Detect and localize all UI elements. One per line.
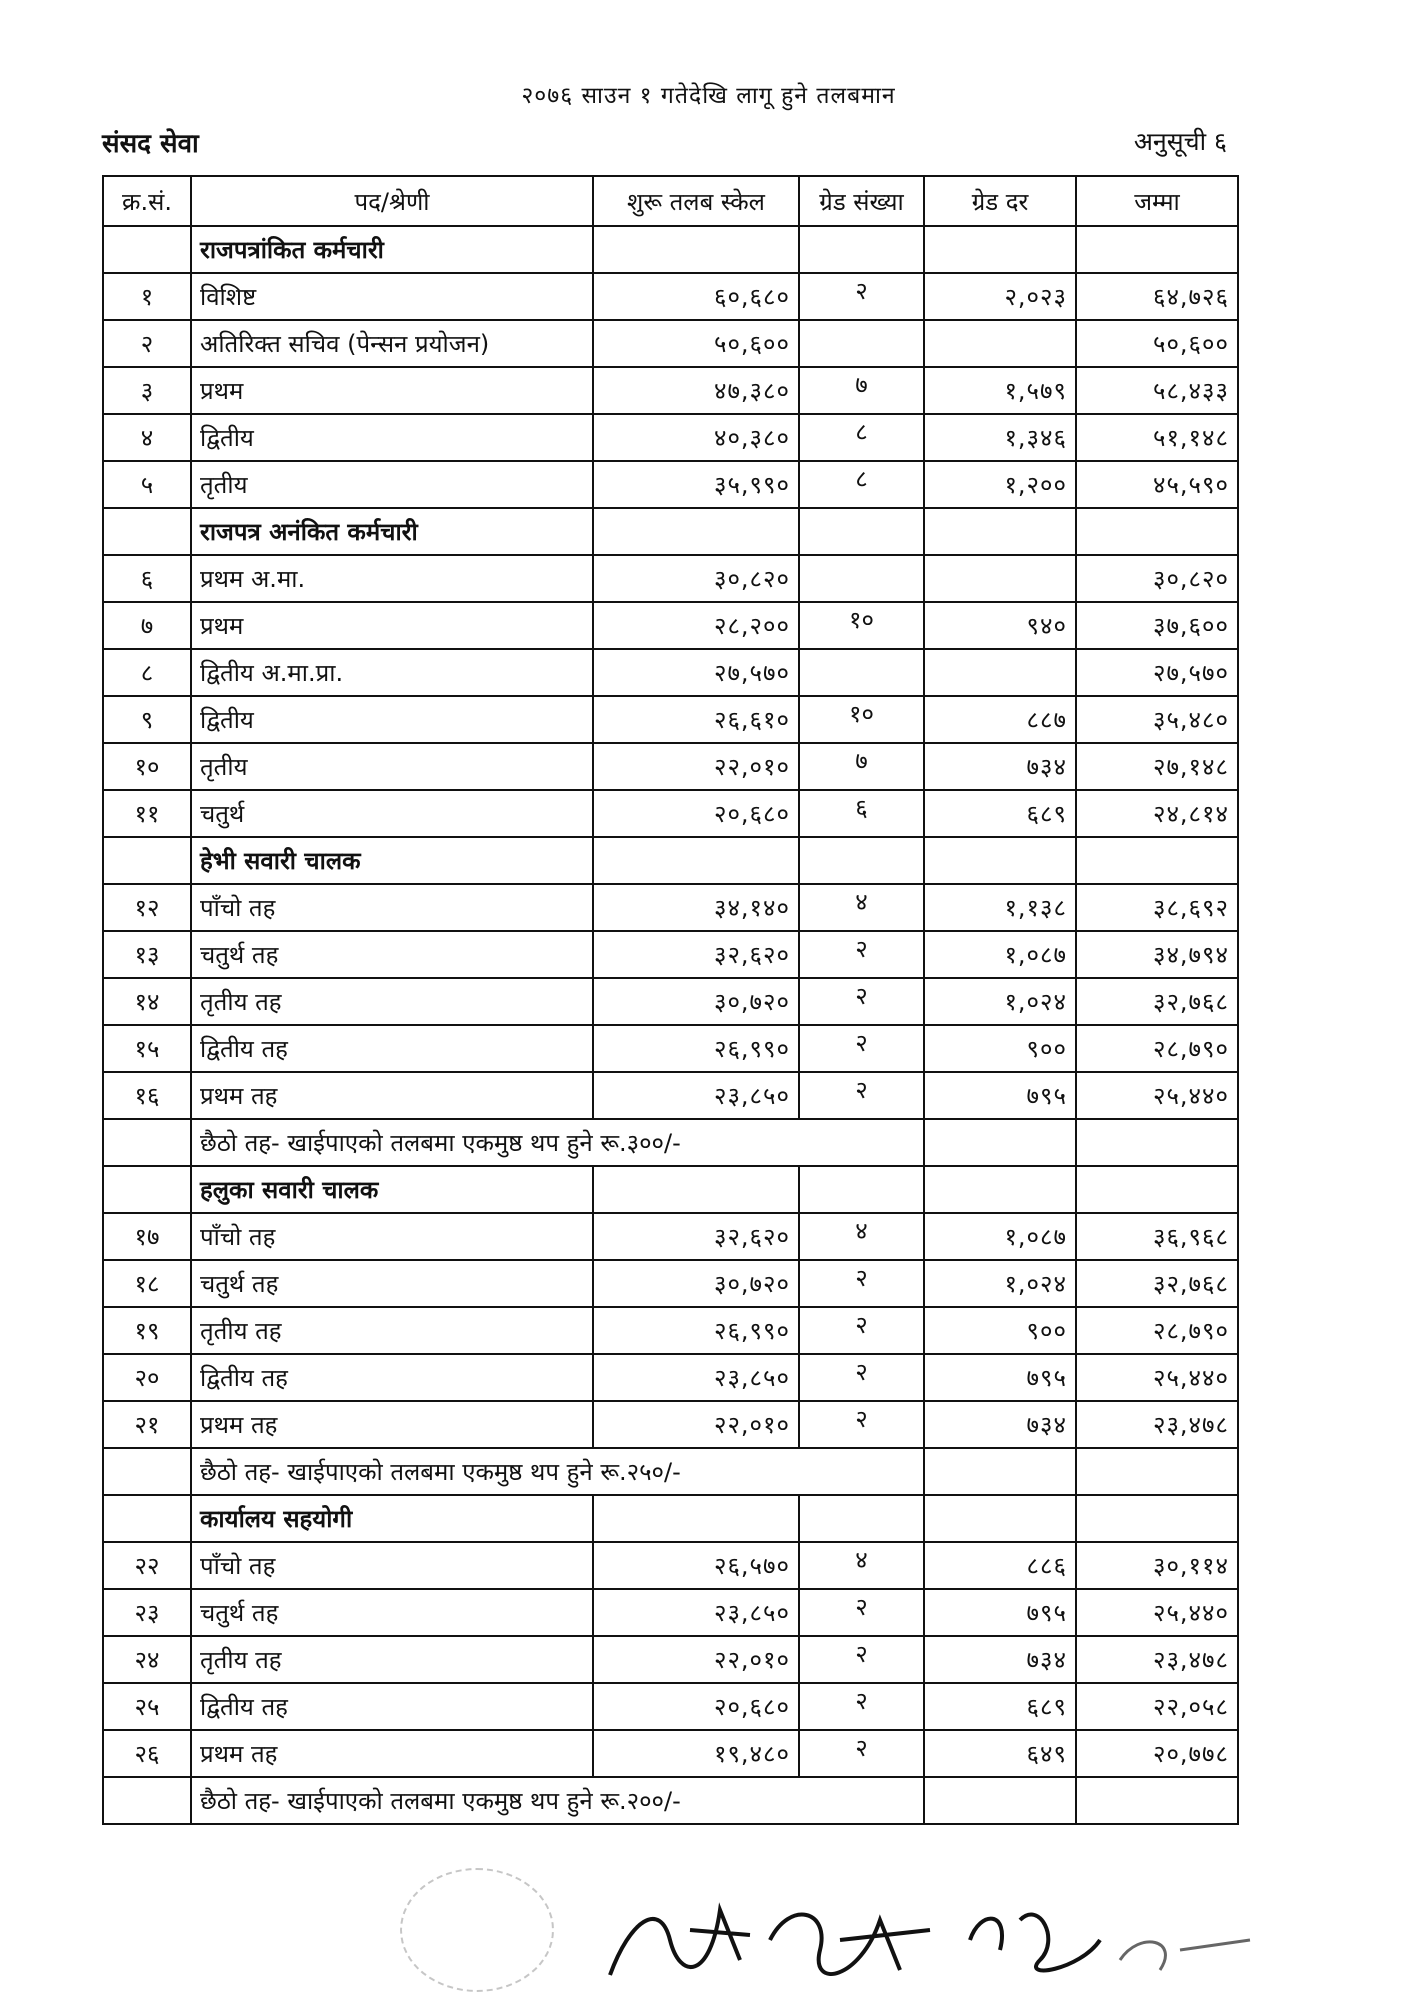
grade-rate: ६८९: [924, 790, 1076, 837]
section-title: हेभी सवारी चालक: [191, 837, 593, 884]
column-header-total: जम्मा: [1076, 176, 1238, 226]
grade-rate: ९४०: [924, 602, 1076, 649]
serial-number: ६: [103, 555, 191, 602]
empty-cell: [103, 508, 191, 555]
empty-cell: [1076, 1119, 1238, 1166]
total-amount: ३०,८२०: [1076, 555, 1238, 602]
table-body: [103, 226, 1238, 1824]
grade-rate: ७९५: [924, 1354, 1076, 1401]
grade-rate: ९००: [924, 1307, 1076, 1354]
post-name: चतुर्थ तह: [191, 1589, 593, 1636]
grade-rate: ७९५: [924, 1589, 1076, 1636]
table-row: [103, 1213, 1238, 1260]
serial-number: ३: [103, 367, 191, 414]
grade-rate: ६८९: [924, 1683, 1076, 1730]
post-name: तृतीय: [191, 743, 593, 790]
empty-cell: [924, 837, 1076, 884]
grade-count: ७: [799, 367, 924, 414]
total-amount: ६४,७२६: [1076, 273, 1238, 320]
table-row: [103, 273, 1238, 320]
empty-cell: [1076, 1495, 1238, 1542]
empty-cell: [1076, 508, 1238, 555]
table-header-row: [103, 176, 1238, 226]
post-name: पाँचो तह: [191, 884, 593, 931]
empty-cell: [593, 837, 799, 884]
section-title: कार्यालय सहयोगी: [191, 1495, 593, 1542]
empty-cell: [1076, 1448, 1238, 1495]
serial-number: ४: [103, 414, 191, 461]
empty-cell: [1076, 1777, 1238, 1824]
grade-rate: ८८७: [924, 696, 1076, 743]
table-row: [103, 1025, 1238, 1072]
grade-count: २: [799, 1025, 924, 1072]
grade-rate: ७९५: [924, 1072, 1076, 1119]
grade-count: ८: [799, 414, 924, 461]
total-amount: २८,७९०: [1076, 1025, 1238, 1072]
starting-scale: ३०,७२०: [593, 1260, 799, 1307]
post-name: द्वितीय: [191, 696, 593, 743]
grade-rate: १,५७९: [924, 367, 1076, 414]
empty-cell: [924, 1448, 1076, 1495]
total-amount: ५१,१४८: [1076, 414, 1238, 461]
note-row: [103, 1777, 1238, 1824]
table-row: [103, 884, 1238, 931]
serial-number: ५: [103, 461, 191, 508]
post-name: चतुर्थ तह: [191, 1260, 593, 1307]
total-amount: ३०,११४: [1076, 1542, 1238, 1589]
page-title: २०७६ साउन १ गतेदेखि लागू हुने तलबमान: [521, 83, 896, 109]
post-name: चतुर्थ तह: [191, 931, 593, 978]
column-header-grade-rate: ग्रेड दर: [924, 176, 1076, 226]
serial-number: ८: [103, 649, 191, 696]
starting-scale: ३४,१४०: [593, 884, 799, 931]
empty-cell: [1076, 1166, 1238, 1213]
serial-number: २२: [103, 1542, 191, 1589]
section-header-row: [103, 837, 1238, 884]
annex-label: अनुसूची ६: [1133, 127, 1227, 156]
serial-number: ७: [103, 602, 191, 649]
grade-count: २: [799, 1589, 924, 1636]
section-header-row: [103, 1166, 1238, 1213]
grade-count: २: [799, 1072, 924, 1119]
empty-cell: [593, 508, 799, 555]
total-amount: २५,४४०: [1076, 1072, 1238, 1119]
total-amount: २०,७७८: [1076, 1730, 1238, 1777]
starting-scale: २३,८५०: [593, 1354, 799, 1401]
starting-scale: २६,५७०: [593, 1542, 799, 1589]
empty-cell: [799, 1166, 924, 1213]
grade-count: २: [799, 1354, 924, 1401]
post-name: प्रथम: [191, 602, 593, 649]
total-amount: ५०,६००: [1076, 320, 1238, 367]
total-amount: २३,४७८: [1076, 1636, 1238, 1683]
column-header-serial: क्र.सं.: [103, 176, 191, 226]
table-row: [103, 1260, 1238, 1307]
empty-cell: [1076, 837, 1238, 884]
total-amount: २७,१४८: [1076, 743, 1238, 790]
post-name: तृतीय तह: [191, 978, 593, 1025]
empty-cell: [1076, 226, 1238, 273]
section-header-row: [103, 508, 1238, 555]
serial-number: १२: [103, 884, 191, 931]
total-amount: २५,४४०: [1076, 1589, 1238, 1636]
empty-cell: [924, 226, 1076, 273]
serial-number: १४: [103, 978, 191, 1025]
starting-scale: २८,२००: [593, 602, 799, 649]
empty-cell: [593, 1495, 799, 1542]
grade-count: ६: [799, 790, 924, 837]
section-header-row: [103, 1495, 1238, 1542]
post-name: अतिरिक्त सचिव (पेन्सन प्रयोजन): [191, 320, 593, 367]
empty-cell: [924, 1777, 1076, 1824]
grade-count: २: [799, 931, 924, 978]
grade-rate: [924, 649, 1076, 696]
empty-cell: [103, 1119, 191, 1166]
table-row: [103, 743, 1238, 790]
total-amount: २५,४४०: [1076, 1354, 1238, 1401]
grade-rate: [924, 320, 1076, 367]
table-row: [103, 696, 1238, 743]
post-name: द्वितीय अ.मा.प्रा.: [191, 649, 593, 696]
grade-count: २: [799, 1636, 924, 1683]
post-name: चतुर्थ: [191, 790, 593, 837]
total-amount: ३८,६९२: [1076, 884, 1238, 931]
grade-rate: ७३४: [924, 1401, 1076, 1448]
starting-scale: ४०,३८०: [593, 414, 799, 461]
grade-count: २: [799, 978, 924, 1025]
grade-count: ४: [799, 1542, 924, 1589]
starting-scale: ६०,६८०: [593, 273, 799, 320]
starting-scale: २०,६८०: [593, 790, 799, 837]
table-row: [103, 1354, 1238, 1401]
empty-cell: [799, 1495, 924, 1542]
grade-rate: १,२००: [924, 461, 1076, 508]
table-row: [103, 367, 1238, 414]
post-name: पाँचो तह: [191, 1213, 593, 1260]
grade-rate: १,०८७: [924, 931, 1076, 978]
table-row: [103, 649, 1238, 696]
serial-number: २६: [103, 1730, 191, 1777]
grade-rate: ७३४: [924, 743, 1076, 790]
total-amount: २८,७९०: [1076, 1307, 1238, 1354]
post-name: द्वितीय तह: [191, 1354, 593, 1401]
serial-number: २१: [103, 1401, 191, 1448]
total-amount: ३६,९६८: [1076, 1213, 1238, 1260]
serial-number: १३: [103, 931, 191, 978]
grade-count: ४: [799, 884, 924, 931]
starting-scale: ३५,९९०: [593, 461, 799, 508]
starting-scale: ३०,७२०: [593, 978, 799, 1025]
grade-rate: ९००: [924, 1025, 1076, 1072]
grade-rate: १,०२४: [924, 1260, 1076, 1307]
starting-scale: २६,९९०: [593, 1025, 799, 1072]
table-row: [103, 320, 1238, 367]
grade-rate: [924, 555, 1076, 602]
grade-count: २: [799, 1307, 924, 1354]
department-label: संसद सेवा: [102, 129, 199, 159]
serial-number: ११: [103, 790, 191, 837]
grade-rate: १,१३८: [924, 884, 1076, 931]
total-amount: २४,८१४: [1076, 790, 1238, 837]
serial-number: १०: [103, 743, 191, 790]
total-amount: ५८,४३३: [1076, 367, 1238, 414]
signature-2: [770, 1915, 930, 1974]
table-row: [103, 1683, 1238, 1730]
total-amount: ३४,७९४: [1076, 931, 1238, 978]
grade-rate: १,०८७: [924, 1213, 1076, 1260]
empty-cell: [924, 508, 1076, 555]
table-row: [103, 790, 1238, 837]
post-name: प्रथम: [191, 367, 593, 414]
signature-4: [1120, 1940, 1250, 1970]
serial-number: २५: [103, 1683, 191, 1730]
table-row: [103, 1730, 1238, 1777]
table-row: [103, 978, 1238, 1025]
starting-scale: २२,०१०: [593, 1401, 799, 1448]
grade-rate: ८८६: [924, 1542, 1076, 1589]
grade-rate: २,०२३: [924, 273, 1076, 320]
total-amount: २३,४७८: [1076, 1401, 1238, 1448]
table-row: [103, 1307, 1238, 1354]
starting-scale: २२,०१०: [593, 743, 799, 790]
serial-number: १७: [103, 1213, 191, 1260]
serial-number: १: [103, 273, 191, 320]
table-row: [103, 1589, 1238, 1636]
serial-number: १६: [103, 1072, 191, 1119]
table-row: [103, 931, 1238, 978]
serial-number: ९: [103, 696, 191, 743]
total-amount: ३२,७६८: [1076, 978, 1238, 1025]
empty-cell: [103, 1495, 191, 1542]
column-header-post: पद/श्रेणी: [191, 176, 593, 226]
empty-cell: [799, 508, 924, 555]
table-row: [103, 1401, 1238, 1448]
empty-cell: [103, 837, 191, 884]
post-name: प्रथम अ.मा.: [191, 555, 593, 602]
serial-number: १९: [103, 1307, 191, 1354]
grade-rate: ६४९: [924, 1730, 1076, 1777]
serial-number: १८: [103, 1260, 191, 1307]
starting-scale: ५०,६००: [593, 320, 799, 367]
section-note: छैठो तह- खाईपाएको तलबमा एकमुष्ठ थप हुने रू.२५०/-: [191, 1448, 924, 1495]
grade-count: २: [799, 1260, 924, 1307]
grade-count: [799, 320, 924, 367]
official-seal: [400, 1868, 554, 1992]
post-name: तृतीय तह: [191, 1636, 593, 1683]
section-title: हलुका सवारी चालक: [191, 1166, 593, 1213]
total-amount: ४५,५९०: [1076, 461, 1238, 508]
empty-cell: [103, 1448, 191, 1495]
post-name: प्रथम तह: [191, 1730, 593, 1777]
grade-rate: १,०२४: [924, 978, 1076, 1025]
starting-scale: ३२,६२०: [593, 931, 799, 978]
grade-count: २: [799, 1683, 924, 1730]
serial-number: २०: [103, 1354, 191, 1401]
serial-number: २३: [103, 1589, 191, 1636]
grade-count: २: [799, 273, 924, 320]
empty-cell: [924, 1495, 1076, 1542]
starting-scale: २६,९९०: [593, 1307, 799, 1354]
note-row: [103, 1119, 1238, 1166]
signatures: [600, 1880, 1260, 1990]
grade-count: ४: [799, 1213, 924, 1260]
empty-cell: [924, 1119, 1076, 1166]
empty-cell: [103, 1777, 191, 1824]
grade-rate: ७३४: [924, 1636, 1076, 1683]
empty-cell: [103, 1166, 191, 1213]
total-amount: २७,५७०: [1076, 649, 1238, 696]
grade-count: [799, 555, 924, 602]
empty-cell: [103, 226, 191, 273]
grade-count: १०: [799, 602, 924, 649]
empty-cell: [593, 1166, 799, 1213]
starting-scale: २३,८५०: [593, 1072, 799, 1119]
post-name: द्वितीय तह: [191, 1683, 593, 1730]
empty-cell: [799, 837, 924, 884]
table-row: [103, 602, 1238, 649]
table-row: [103, 461, 1238, 508]
starting-scale: २०,६८०: [593, 1683, 799, 1730]
starting-scale: २७,५७०: [593, 649, 799, 696]
table-row: [103, 1542, 1238, 1589]
table-row: [103, 1636, 1238, 1683]
post-name: तृतीय: [191, 461, 593, 508]
salary-table: [102, 175, 1239, 1825]
section-header-row: [103, 226, 1238, 273]
post-name: तृतीय तह: [191, 1307, 593, 1354]
empty-cell: [593, 226, 799, 273]
post-name: प्रथम तह: [191, 1072, 593, 1119]
grade-count: १०: [799, 696, 924, 743]
serial-number: १५: [103, 1025, 191, 1072]
table-row: [103, 414, 1238, 461]
grade-count: ७: [799, 743, 924, 790]
signature-1: [610, 1910, 750, 1975]
section-note: छैठो तह- खाईपाएको तलबमा एकमुष्ठ थप हुने रू.२००/-: [191, 1777, 924, 1824]
column-header-grade-count: ग्रेड संख्या: [799, 176, 924, 226]
table-row: [103, 1072, 1238, 1119]
empty-cell: [924, 1166, 1076, 1213]
total-amount: ३७,६००: [1076, 602, 1238, 649]
total-amount: ३२,७६८: [1076, 1260, 1238, 1307]
starting-scale: ४७,३८०: [593, 367, 799, 414]
serial-number: २: [103, 320, 191, 367]
empty-cell: [799, 226, 924, 273]
section-title: राजपत्रांकित कर्मचारी: [191, 226, 593, 273]
section-title: राजपत्र अनंकित कर्मचारी: [191, 508, 593, 555]
starting-scale: ३०,८२०: [593, 555, 799, 602]
grade-count: [799, 649, 924, 696]
serial-number: २४: [103, 1636, 191, 1683]
post-name: प्रथम तह: [191, 1401, 593, 1448]
post-name: द्वितीय तह: [191, 1025, 593, 1072]
grade-rate: १,३४६: [924, 414, 1076, 461]
grade-count: ८: [799, 461, 924, 508]
grade-count: २: [799, 1730, 924, 1777]
section-note: छैठो तह- खाईपाएको तलबमा एकमुष्ठ थप हुने रू.३००/-: [191, 1119, 924, 1166]
starting-scale: १९,४८०: [593, 1730, 799, 1777]
post-name: पाँचो तह: [191, 1542, 593, 1589]
table-row: [103, 555, 1238, 602]
note-row: [103, 1448, 1238, 1495]
total-amount: २२,०५८: [1076, 1683, 1238, 1730]
total-amount: ३५,४८०: [1076, 696, 1238, 743]
signature-3: [970, 1915, 1100, 1971]
starting-scale: २२,०१०: [593, 1636, 799, 1683]
column-header-scale: शुरू तलब स्केल: [593, 176, 799, 226]
post-name: विशिष्ट: [191, 273, 593, 320]
post-name: द्वितीय: [191, 414, 593, 461]
grade-count: २: [799, 1401, 924, 1448]
starting-scale: २३,८५०: [593, 1589, 799, 1636]
starting-scale: ३२,६२०: [593, 1213, 799, 1260]
starting-scale: २६,६१०: [593, 696, 799, 743]
